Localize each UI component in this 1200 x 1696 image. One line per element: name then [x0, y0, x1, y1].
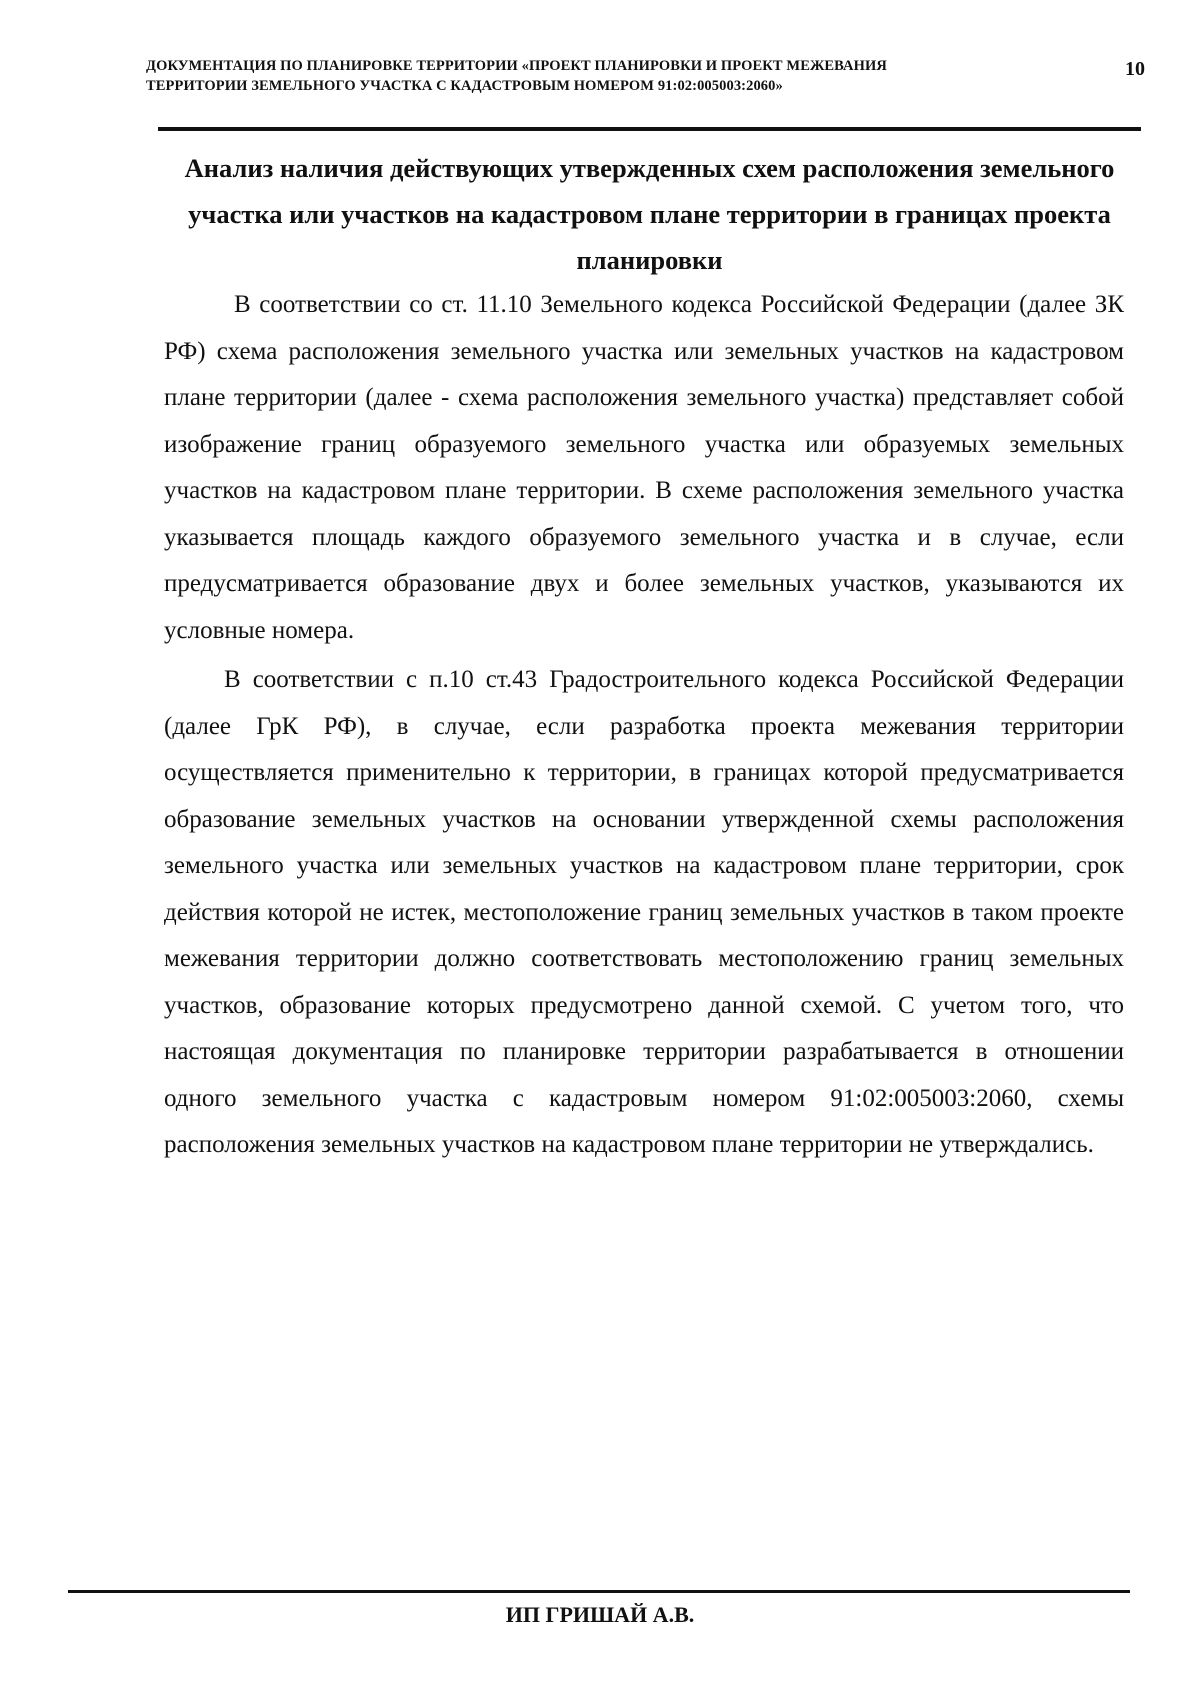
- header-divider: [158, 127, 1141, 131]
- footer-divider: [68, 1590, 1130, 1593]
- header-line-1: ДОКУМЕНТАЦИЯ ПО ПЛАНИРОВКЕ ТЕРРИТОРИИ «ПРОЕКТ ПЛАНИРОВКИ И ПРОЕКТ МЕЖЕВАНИЯ: [146, 58, 887, 74]
- section-title: Анализ наличия действующих утвержденных схем расположения земельного участка или участков на кадастровом плане территории в границах проекта планировки: [184, 153, 1115, 275]
- page-number: 10: [1125, 58, 1145, 80]
- footer-author: ИП ГРИШАЙ А.В.: [505, 1602, 695, 1627]
- body-text: [164, 282, 1124, 1169]
- page-header: [146, 56, 1146, 96]
- header-line-2: ТЕРРИТОРИИ ЗЕМЕЛЬНОГО УЧАСТКА С КАДАСТРОВЫМ НОМЕРОМ 91:02:005003:2060»: [146, 78, 783, 94]
- paragraph-1: В соответствии со ст. 11.10 Земельного кодекса Российской Федерации (далее ЗК РФ) схема расположения земельного участка или земельных участков на кадастровом плане территории (далее - схема расположения земельного участка) представляет собой изображение границ образуемого земельного участка или образуемых земельных участков на кадастровом плане территории. В схеме расположения земельного участка указывается площадь каждого образуемого земельного участка и в случае, если предусматривается образование двух и более земельных участков, указываются их условные номера.: [164, 291, 1124, 644]
- paragraph-2: В соответствии с п.10 ст.43 Градостроительного кодекса Российской Федерации (далее ГрК РФ), в случае, если разработка проекта межевания территории осуществляется применительно к территории, в границах которой предусматривается образование земельных участков на основании утвержденной схемы расположения земельного участка или земельных участков на кадастровом плане территории, срок действия которой не истек, местоположение границ земельных участков в таком проекте межевания территории должно соответствовать местоположению границ земельных участков, образование которых предусмотрено данной схемой. С учетом того, что настоящая документация по планировке территории разрабатывается в отношении одного земельного участка с кадастровым номером 91:02:005003:2060, схемы расположения земельных участков на кадастровом плане территории не утверждались.: [164, 666, 1124, 1158]
